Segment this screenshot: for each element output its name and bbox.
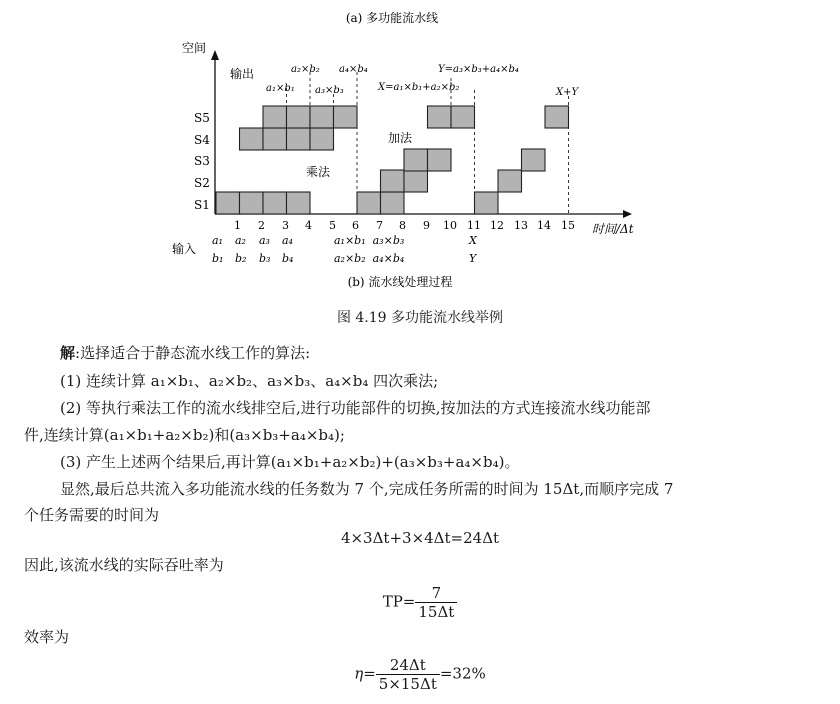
time-tick: 4 [305, 219, 312, 232]
pipeline-cell [451, 106, 475, 128]
out-a4b4: a₄×b₄ [339, 64, 368, 75]
figure-caption: 图 4.19 多功能流水线举例 [336, 310, 504, 326]
x-axis-label: 时间/Δt [592, 222, 634, 236]
paragraph-line-2: 个任务需要的时间为 [24, 506, 160, 524]
input-b: b₁ [212, 252, 224, 265]
pipeline-cell [216, 192, 240, 214]
step-2-line-2: 件,连续计算(a₁×b₁+a₂×b₂)和(a₃×b₃+a₄×b₄); [24, 426, 345, 444]
input-add-row: a₁×b₁ a₃×b₃ [334, 234, 405, 247]
stage-label: S4 [194, 133, 210, 147]
pipeline-cell [334, 106, 358, 128]
time-tick: 8 [399, 219, 406, 232]
add-cells [357, 106, 475, 214]
input-a: a₄ [282, 234, 293, 247]
tp-lhs: TP= [382, 592, 416, 611]
tp-fraction [415, 584, 457, 621]
pipeline-diagram [160, 0, 680, 300]
add-label: 加法 [388, 131, 413, 145]
y-axis-label: 空间 [182, 41, 207, 55]
eta-rhs: =32% [439, 664, 486, 683]
eta-fraction [376, 656, 440, 693]
input-b: b₂ [235, 252, 247, 265]
y-axis-arrow [211, 50, 219, 60]
equation-efficiency [0, 656, 840, 693]
stage-label: S1 [194, 198, 210, 212]
time-tick: 9 [423, 219, 430, 232]
pipeline-cell [404, 149, 428, 171]
pipeline-cell [498, 170, 522, 192]
time-tick: 5 [329, 219, 336, 232]
time-tick: 7 [376, 219, 383, 232]
pipeline-cell [545, 106, 569, 128]
pipeline-cell [381, 170, 405, 192]
input-operands [212, 234, 478, 265]
input-add-row: a₂×b₂ a₄×b₄ [334, 252, 405, 265]
pipeline-cell [263, 128, 287, 150]
out-a2b2: a₂×b₂ [291, 64, 320, 75]
pipeline-cell [240, 192, 264, 214]
input-x: X [469, 234, 477, 247]
solution-line [60, 342, 310, 364]
time-tick: 1 [234, 219, 241, 232]
input-a: a₂ [235, 234, 246, 247]
eta-denominator: 5×15Δt [378, 675, 437, 693]
time-tick: 2 [258, 219, 265, 232]
step-3: (3) 产生上述两个结果后,再计算(a₁×b₁+a₂×b₂)+(a₃×b₃+a₄×b₄)。 [60, 453, 520, 471]
final-add-cells [475, 106, 569, 214]
out-y: Y=a₃×b₃+a₄×b₄ [438, 64, 519, 75]
input-label: 输入 [172, 242, 197, 256]
out-x: X=a₁×b₁+a₂×b₂ [378, 82, 460, 93]
time-tick: 10 [443, 219, 457, 232]
stage-label: S2 [194, 176, 210, 190]
input-b: b₄ [282, 252, 294, 265]
time-tick: 3 [282, 219, 289, 232]
subcaption-a: (a) 多功能流水线 [345, 11, 439, 25]
stage-label: S3 [194, 154, 210, 168]
stage-label: S5 [194, 111, 210, 125]
input-y: Y [469, 252, 477, 265]
input-b: b₃ [259, 252, 271, 265]
pipeline-cell [404, 170, 428, 192]
pipeline-cell [310, 128, 334, 150]
out-a3b3: a₃×b₃ [315, 85, 344, 96]
time-ticks [234, 219, 575, 232]
time-tick: 11 [467, 219, 481, 232]
eta-lhs: η= [354, 664, 376, 683]
subcaption-b: (b) 流水线处理过程 [347, 275, 453, 289]
time-tick: 13 [514, 219, 528, 232]
time-tick: 15 [561, 219, 575, 232]
pipeline-cell [310, 106, 334, 128]
pipeline-cell [428, 106, 452, 128]
pipeline-cell [287, 106, 311, 128]
pipeline-cell [475, 192, 499, 214]
step-1: (1) 连续计算 a₁×b₁、a₂×b₂、a₃×b₃、a₄×b₄ 四次乘法; [60, 372, 439, 390]
solution-intro: :选择适合于静态流水线工作的算法: [75, 344, 311, 362]
output-label: 输出 [230, 67, 255, 81]
out-xy: X+Y [556, 87, 579, 98]
pipeline-cell [287, 128, 311, 150]
pipeline-cell [357, 192, 381, 214]
equation-throughput [0, 584, 840, 621]
time-tick: 12 [490, 219, 504, 232]
tp-denominator: 15Δt [418, 603, 455, 621]
multiply-cells [216, 106, 357, 214]
pipeline-cell [263, 106, 287, 128]
pipeline-cell [263, 192, 287, 214]
equation-sequential-time: 4×3Δt+3×4Δt=24Δt [340, 529, 500, 547]
pipeline-cell [428, 149, 452, 171]
throughput-intro: 因此,该流水线的实际吞吐率为 [24, 556, 224, 574]
x-axis-arrow [623, 210, 632, 218]
input-a: a₃ [259, 234, 270, 247]
time-tick: 6 [352, 219, 359, 232]
out-a1b1: a₁×b₁ [266, 83, 295, 94]
paragraph-line-1: 显然,最后总共流入多功能流水线的任务数为 7 个,完成任务所需的时间为 15Δt,而顺序完成 7 [60, 480, 674, 498]
tp-numerator: 7 [415, 584, 457, 603]
solution-label: 解 [60, 344, 76, 362]
pipeline-cell [240, 128, 264, 150]
multiply-label: 乘法 [306, 165, 331, 179]
input-a: a₁ [212, 234, 223, 247]
pipeline-cell [287, 192, 311, 214]
efficiency-intro: 效率为 [24, 628, 70, 646]
time-tick: 14 [537, 219, 551, 232]
pipeline-cell [522, 149, 546, 171]
eta-numerator: 24Δt [376, 656, 440, 675]
pipeline-cell [381, 192, 405, 214]
step-2-line-1: (2) 等执行乘法工作的流水线排空后,进行功能部件的切换,按加法的方式连接流水线功能部 [60, 399, 651, 417]
